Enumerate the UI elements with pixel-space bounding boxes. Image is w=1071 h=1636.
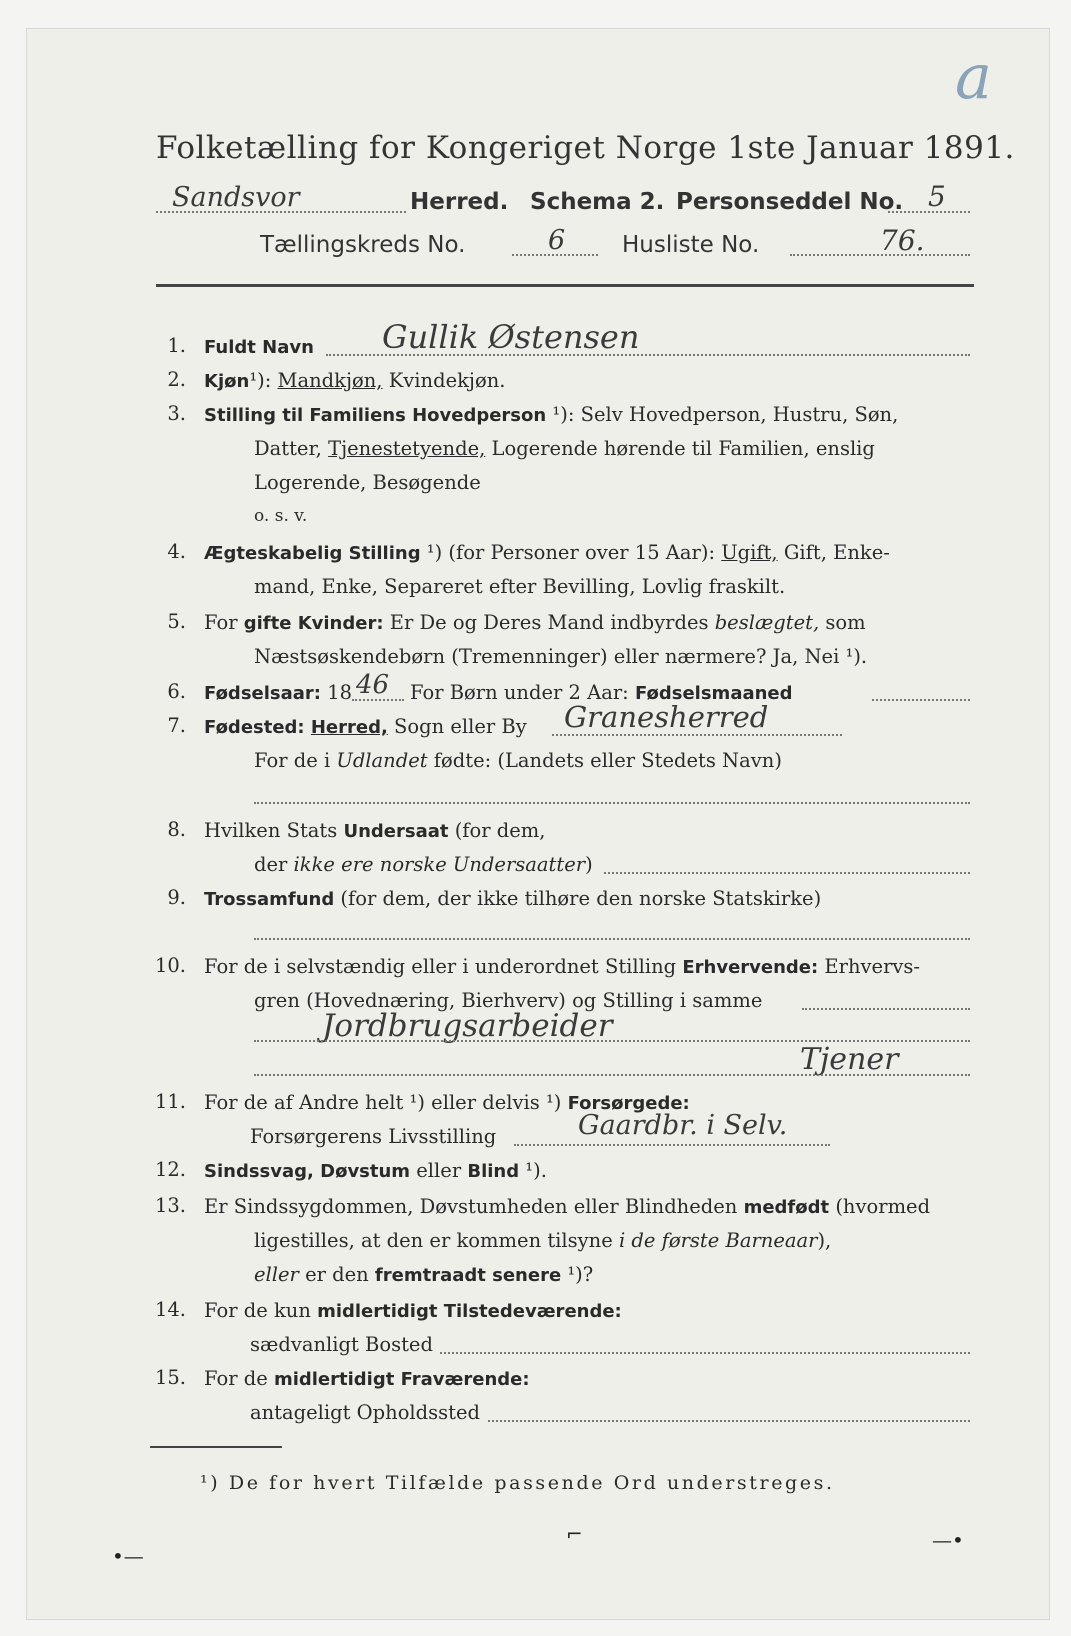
congenital-first-years: i de første Barneaar <box>618 1229 818 1252</box>
item-9-number: 9. <box>167 886 186 909</box>
supported-prefix: For de af Andre helt ¹) eller delvis ¹) <box>204 1091 568 1114</box>
item-3-line-2 <box>254 432 875 465</box>
citizenship-prefix: Hvilken Stats <box>204 819 344 842</box>
occupation-prefix: For de i selvstændig eller i underordnet Stilling <box>204 955 683 978</box>
congenital-equivalent: ligestilles, at den er kommen tilsyne <box>254 1229 619 1252</box>
sex-option-male-underlined: Mandkjøn, <box>277 369 383 392</box>
provider-value: Gaardbr. i Selv. <box>578 1110 788 1141</box>
marital-option-ugift-underlined: Ugift, <box>721 541 778 564</box>
occupation-erhvervs: Erhvervs- <box>818 955 921 978</box>
item-9-row <box>204 882 821 916</box>
item-14-line-2: sædvanligt Bosted <box>250 1333 433 1356</box>
citizenship-label: Undersaat <box>343 821 449 842</box>
sex-option-female: Kvindekjøn. <box>382 369 506 392</box>
occupation-dots-1 <box>802 1008 970 1010</box>
full-name-value: Gullik Østensen <box>382 318 640 356</box>
temporary-present-prefix: For de kun <box>204 1299 318 1322</box>
temporary-present-label: midlertidigt Tilstedeværende: <box>317 1301 622 1322</box>
item-15-line-1 <box>204 1362 530 1396</box>
birthplace-options: Sogn eller By <box>387 715 527 738</box>
taellingskreds-label: Tællingskreds No. <box>260 232 466 258</box>
abroad-word: Udlandet <box>336 749 428 772</box>
marital-status-condition: ¹) (for Personer over 15 Aar): <box>420 541 722 564</box>
header-rule <box>156 284 974 287</box>
form-title: Folketælling for Kongeriget Norge 1ste Januar 1891. <box>156 130 1015 166</box>
item-15-number: 15. <box>154 1366 186 1389</box>
margin-mark-center: ⌐ <box>566 1522 583 1546</box>
item-7-line-2 <box>254 744 782 777</box>
abroad-suffix: fødte: (Landets eller Stedets Navn) <box>427 749 782 772</box>
margin-mark-left: •— <box>112 1544 144 1568</box>
birthplace-value: Granesherred <box>564 700 769 734</box>
item-3-line-1 <box>204 398 898 432</box>
corner-archive-mark: a <box>955 40 992 113</box>
schema-label: Schema 2. <box>530 189 665 215</box>
disability-footnote-ref: ¹). <box>519 1159 547 1182</box>
birthplace-dots <box>552 734 842 736</box>
birthplace-label: Fødested: <box>204 717 305 738</box>
husliste-label: Husliste No. <box>622 232 760 258</box>
item-14-line-1 <box>204 1294 622 1328</box>
taellingskreds-value: 6 <box>548 225 566 256</box>
item-8-line-2 <box>254 848 593 881</box>
item-11-number: 11. <box>154 1090 186 1113</box>
family-position-option-tjenestetyende-underlined: Tjenestetyende, <box>328 437 486 460</box>
item-2-row <box>204 364 505 398</box>
married-women-label: gifte Kvinder: <box>243 613 384 634</box>
item-6-number: 6. <box>167 680 186 703</box>
husliste-value: 76. <box>880 224 925 257</box>
birth-year-dots <box>352 699 404 701</box>
item-8-line-1 <box>204 814 546 848</box>
birth-month-label: Fødselsmaaned <box>634 683 793 704</box>
citizenship-close-paren: ) <box>585 853 593 876</box>
item-1-number: 1. <box>167 334 186 357</box>
provider-dots <box>514 1144 830 1146</box>
personseddel-label: Personseddel No. <box>676 189 904 215</box>
item-4-number: 4. <box>167 540 186 563</box>
item-2-number: 2. <box>167 368 186 391</box>
herred-dots <box>156 211 406 213</box>
married-women-question: Er De og Deres Mand indbyrdes <box>383 611 715 634</box>
married-women-prefix: For <box>204 611 244 634</box>
item-12-row <box>204 1154 547 1188</box>
congenital-hvormed: (hvormed <box>829 1195 931 1218</box>
item-4-line-1 <box>204 536 890 570</box>
family-position-option-datter: Datter, <box>254 437 329 460</box>
item-4-line-2: mand, Enke, Separeret efter Bevilling, Lovlig fraskilt. <box>254 575 786 598</box>
item-3-line-4: o. s. v. <box>254 506 308 526</box>
birth-year-value: 46 <box>356 670 390 700</box>
family-position-label: Stilling til Familiens Hovedperson <box>204 405 547 426</box>
probable-stay-dots <box>488 1420 970 1422</box>
footnote-rule <box>150 1446 282 1448</box>
item-15-line-2: antageligt Opholdssted <box>250 1401 481 1424</box>
religion-dots <box>254 938 970 940</box>
item-5-line-2: Næstsøskendebørn (Tremenninger) eller nærmere? Ja, Nei ¹). <box>254 645 868 668</box>
item-13-line-3 <box>254 1258 593 1292</box>
citizenship-not-norwegian: ikke ere norske Undersaatter <box>293 853 586 876</box>
married-women-related: beslægtet, <box>714 611 820 634</box>
item-13-line-2 <box>254 1224 831 1257</box>
item-7-number: 7. <box>167 714 186 737</box>
under-two-years-text: For Børn under 2 Aar: <box>410 681 635 704</box>
item-8-number: 8. <box>167 818 186 841</box>
later-onset-footnote-ref: ¹)? <box>561 1263 594 1286</box>
item-1-row <box>204 330 314 364</box>
congenital-er-den: er den <box>298 1263 375 1286</box>
marital-status-label: Ægteskabelig Stilling <box>204 543 421 564</box>
later-onset-label: fremtraadt senere <box>374 1265 562 1286</box>
birth-year-label: Fødselsaar: <box>204 683 321 704</box>
supported-label: Forsørgede: <box>567 1093 690 1114</box>
sex-footnote-ref: ¹): <box>249 369 278 392</box>
abroad-dots <box>254 802 970 804</box>
birth-month-dots <box>872 699 970 701</box>
temporary-absent-prefix: For de <box>204 1367 274 1390</box>
item-5-line-1 <box>204 606 866 640</box>
item-3-number: 3. <box>167 402 186 425</box>
disability-or: eller <box>410 1159 468 1182</box>
item-6-row <box>204 676 352 710</box>
family-position-options-1: ¹): Selv Hovedperson, Hustru, Søn, <box>546 403 899 426</box>
citizenship-for-them: (for dem, <box>448 819 546 842</box>
item-10-number: 10. <box>154 954 186 977</box>
occupation-value-1: Jordbrugsarbeider <box>322 1008 613 1044</box>
item-3-line-3: Logerende, Besøgende <box>254 471 481 494</box>
herred-label: Herred. <box>410 189 509 215</box>
item-14-number: 14. <box>154 1298 186 1321</box>
full-name-label: Fuldt Navn <box>204 337 314 358</box>
sex-label: Kjøn <box>204 371 250 392</box>
birth-year-prefix: 18 <box>321 681 353 704</box>
congenital-question: Er Sindssygdommen, Døvstumheden eller Blindheden <box>204 1195 744 1218</box>
item-11-line-2: Forsørgerens Livsstilling <box>250 1125 497 1148</box>
congenital-eller: eller <box>254 1263 299 1286</box>
item-10-line-1 <box>204 950 920 984</box>
citizenship-der: der <box>254 853 294 876</box>
religion-label: Trossamfund <box>204 889 335 910</box>
congenital-label: medfødt <box>743 1197 830 1218</box>
occupation-dots-3 <box>254 1074 970 1076</box>
occupation-label: Erhvervende: <box>682 957 819 978</box>
temporary-absent-label: midlertidigt Fraværende: <box>273 1369 530 1390</box>
marital-options-1: Gift, Enke- <box>777 541 890 564</box>
item-13-line-1 <box>204 1190 930 1224</box>
item-10-line-2: gren (Hovednæring, Bierhverv) og Stilling i samme <box>254 989 763 1012</box>
herred-value: Sandsvor <box>172 182 300 213</box>
religion-condition: (for dem, der ikke tilhøre den norske Statskirke) <box>334 887 822 910</box>
family-position-options-2: Logerende hørende til Familien, enslig <box>485 437 875 460</box>
blind-label: Blind <box>467 1161 520 1182</box>
occupation-value-2: Tjener <box>800 1042 899 1077</box>
usual-residence-dots <box>440 1352 970 1354</box>
margin-mark-right: —• <box>932 1528 964 1552</box>
abroad-prefix: For de i <box>254 749 337 772</box>
item-12-number: 12. <box>154 1158 186 1181</box>
citizenship-dots <box>604 872 970 874</box>
footnote: ¹) De for hvert Tilfælde passende Ord understreges. <box>200 1472 835 1494</box>
item-7-line-1 <box>204 710 527 744</box>
personseddel-value: 5 <box>928 180 946 213</box>
birthplace-option-herred-underlined: Herred, <box>310 717 388 738</box>
congenital-close-paren: ), <box>817 1229 832 1252</box>
disability-label: Sindssvag, Døvstum <box>204 1161 411 1182</box>
item-13-number: 13. <box>154 1194 186 1217</box>
item-5-number: 5. <box>167 610 186 633</box>
married-women-som: som <box>819 611 866 634</box>
